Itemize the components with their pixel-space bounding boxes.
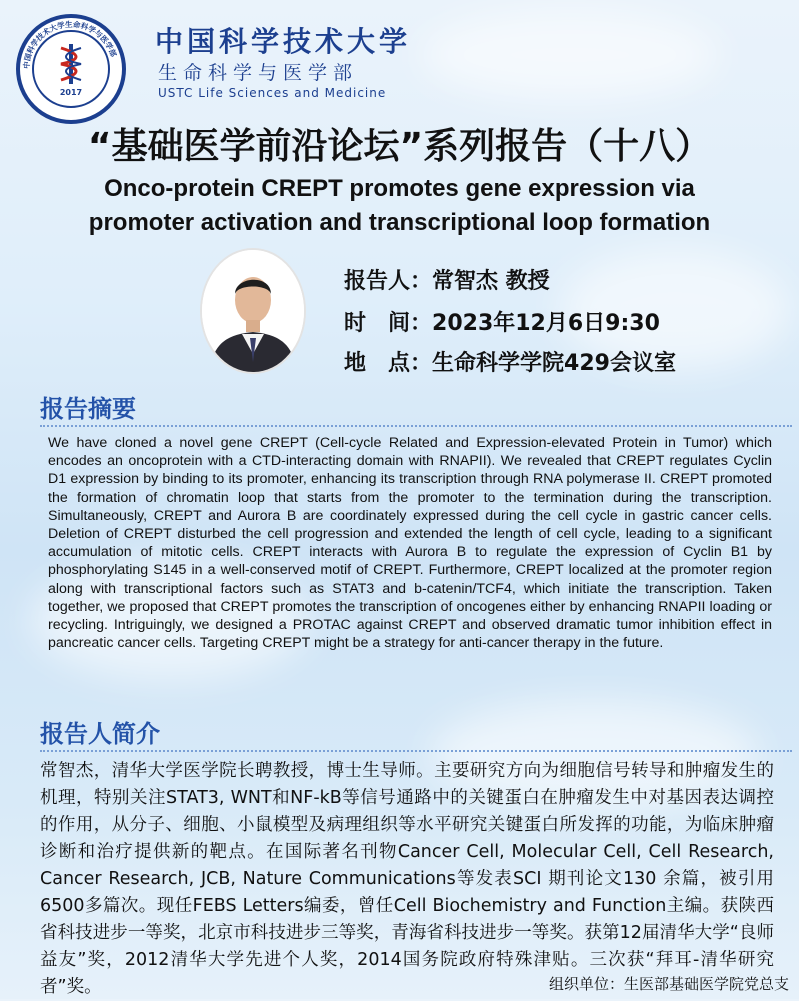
speaker-photo bbox=[202, 250, 304, 372]
speaker-portrait bbox=[200, 248, 306, 374]
university-logo bbox=[16, 14, 126, 124]
bio-text: 常智杰，清华大学医学院长聘教授，博士生导师。主要研究方向为细胞信号转导和肿瘤发生的机理，特别关注STAT3, WNT和NF-kB等信号通路中的关键蛋白在肿瘤发生中对基因表达调控的作用，从分子、细胞、小鼠模型及病理组织等水平研究关键蛋白所发挥的功能，为临床肿瘤诊断和治疗提供新的靶点。在国际著名刊物Cancer Cell, Molecular Cell, Cell Research, Cancer Research, JCB, Nature Communications等发表SCI 期刊论文130 余篇，被引用6500多篇次。现任FEBS Letters编委，曾任Cell Biochemistry and Function主编。获陕西省科技进步一等奖，北京市科技进步三等奖，青海省科技进步一等奖。获第12届清华大学“良师益友”奖，2012清华大学先进个人奖，2014国务院政府特殊津贴。三次获“拜耳-清华研究者”奖。 bbox=[40, 761, 774, 997]
place-label: 地 点： bbox=[344, 351, 433, 376]
svg-text:中国科学技术大学生命科学与医学部: 中国科学技术大学生命科学与医学部 bbox=[21, 19, 119, 70]
talk-title-line-1: Onco-protein CREPT promotes gene expression via bbox=[104, 175, 695, 202]
place-value: 生命科学学院429会议室 bbox=[432, 351, 676, 376]
abstract-divider bbox=[40, 425, 792, 427]
time-value: 2023年12月6日9:30 bbox=[432, 311, 660, 336]
time-label: 时 间： bbox=[344, 311, 433, 336]
speaker-value: 常智杰 教授 bbox=[432, 269, 550, 294]
speaker-row bbox=[344, 264, 550, 295]
series-title: “基础医学前沿论坛”系列报告（十八） bbox=[87, 126, 712, 167]
logo-year: 2017 bbox=[59, 87, 83, 97]
place-row bbox=[344, 346, 676, 377]
bio-divider bbox=[40, 750, 792, 752]
department-name-cn: 生命科学与医学部 bbox=[158, 62, 359, 84]
abstract-text: We have cloned a novel gene CREPT (Cell-cycle Related and Expression-elevated Protein in Tumor) which encodes an oncoprotein with a CTD-interacting domain with RNAPII). We revealed that CREPT regulates Cyclin D1 expression by binding to its promoter, enhancing its transcription through RNA polymerase II. CREPT promoted the formation of chromatin loop that starts from the promoter to the termination during the transcription. Simultaneously, CREPT and Aurora B are coordinately expressed during the cell cycle in gastric cancer cells. Deletion of CREPT disturbed the cell progression and extended the length of cell cycle, leading to a significant accumulation of mitotic cells. CREPT interacts with Aurora B to regulate the expression of Cyclin B1 by phosphorylating S145 in a well-conserved motif of CREPT. Furthermore, CREPT localized at the promoter region along with transcriptional factors such as STAT3 and b-catenin/TCF4, which initiate the transcription. Taken together, we proposed that CREPT promotes the transcription of oncogenes either by enhancing RNAPII loading or recycling. Intriguingly, we designed a PROTAC against CREPT and observed dramatic tumor inhibition effect in pancreatic cancer cells. Targeting CREPT might be a strategy for anti-cancer therapy in the future. bbox=[48, 435, 772, 652]
department-name-en: USTC Life Sciences and Medicine bbox=[158, 86, 387, 100]
speaker-label: 报告人： bbox=[344, 269, 433, 294]
talk-title-line-2: promoter activation and transcriptional loop formation bbox=[88, 209, 711, 236]
bio-heading: 报告人简介 bbox=[40, 720, 160, 748]
abstract-heading: 报告摘要 bbox=[40, 395, 136, 423]
talk-title bbox=[0, 172, 799, 240]
logo-ring-text bbox=[20, 18, 122, 120]
time-row bbox=[344, 306, 660, 337]
institution-name-cn: 中国科学技术大学 bbox=[155, 25, 412, 58]
background-cloud bbox=[420, 10, 720, 100]
organizer-text: 组织单位：生医部基础医学院党总支 bbox=[548, 975, 789, 993]
